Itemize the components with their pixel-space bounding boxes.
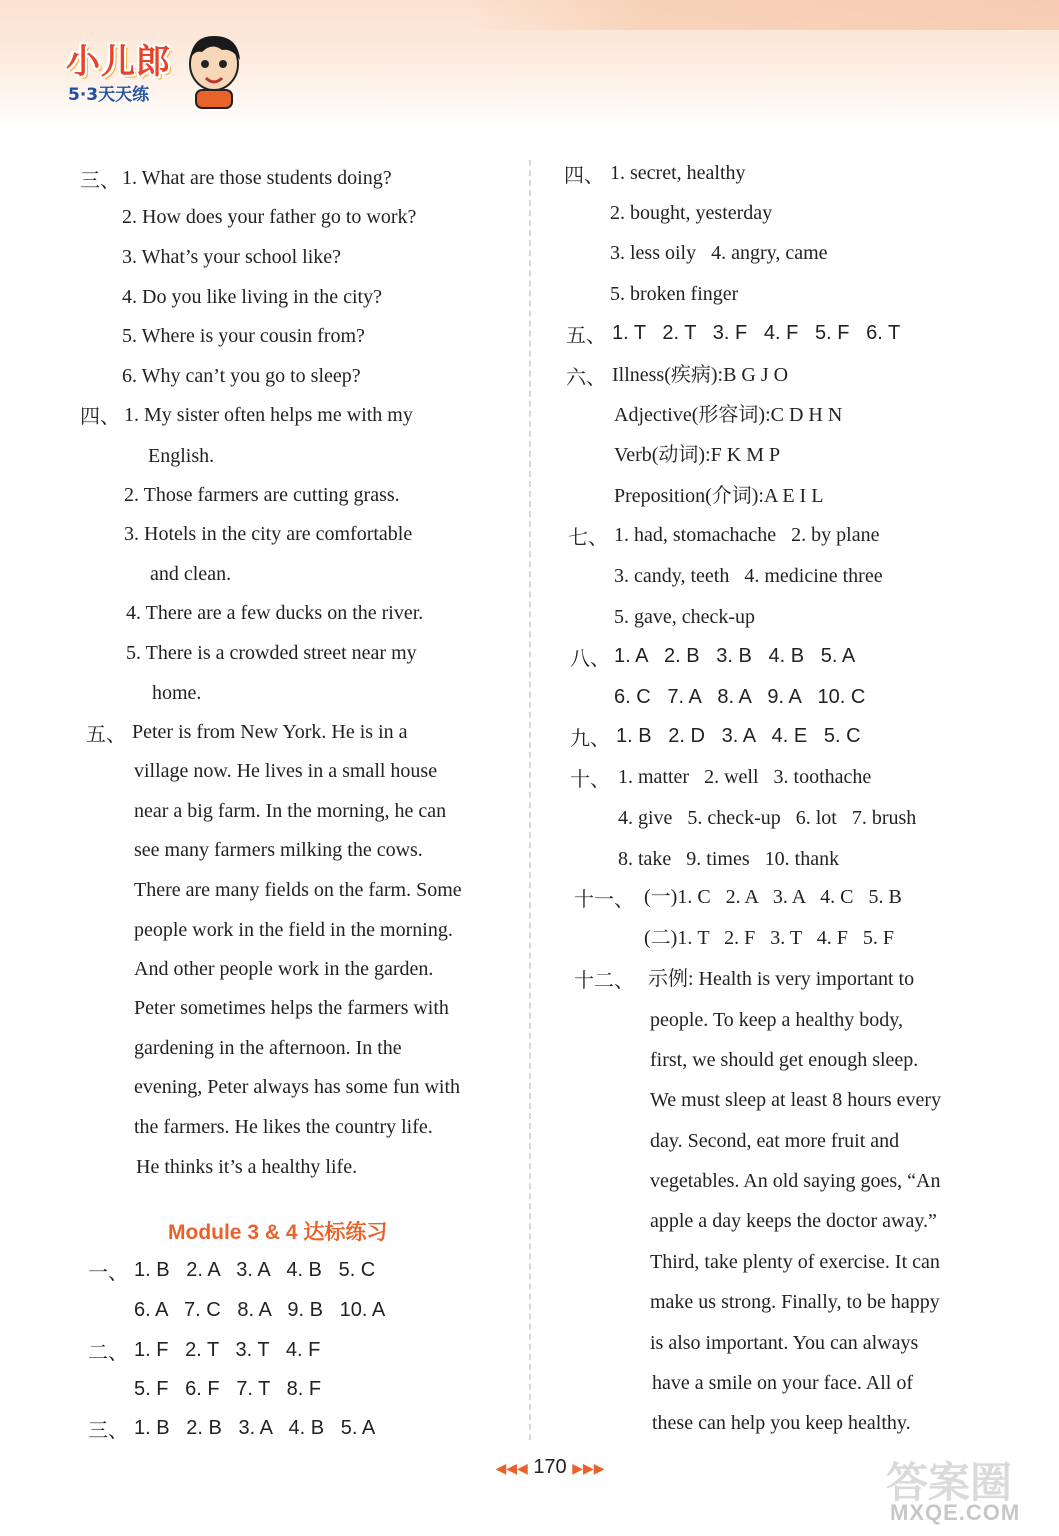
- essay-line: Third, take plenty of exercise. It can: [650, 1251, 940, 1273]
- answer-line: 2. bought, yesterday: [610, 202, 773, 224]
- prev-arrows-icon: ◀◀◀: [495, 1460, 528, 1476]
- column-divider: [529, 160, 531, 1440]
- logo-title: 小儿郎: [66, 42, 171, 82]
- watermark-url: MXQE.COM: [890, 1500, 1021, 1525]
- section-label: 七、: [568, 525, 608, 549]
- answer-line: 1. A 2. B 3. B 4. B 5. A: [614, 645, 856, 667]
- answer-line: 1. B 2. A 3. A 4. B 5. C: [134, 1259, 376, 1281]
- essay-line: is also important. You can always: [650, 1332, 919, 1354]
- answer-line: Illness(疾病):B G J O: [612, 364, 789, 386]
- passage-line: village now. He lives in a small house: [134, 760, 438, 782]
- answer-line: 3. Hotels in the city are comfortable: [124, 523, 413, 545]
- answer-line: 5. broken finger: [610, 283, 739, 305]
- section-label: 十二、: [574, 968, 634, 992]
- section-label: 十、: [570, 767, 610, 791]
- answer-line: 1. F 2. T 3. T 4. F: [134, 1339, 321, 1361]
- answer-line: 5. There is a crowded street near my: [126, 642, 417, 664]
- passage-line: the farmers. He likes the country life.: [134, 1116, 433, 1138]
- essay-line: first, we should get enough sleep.: [650, 1049, 919, 1071]
- passage-line: near a big farm. In the morning, he can: [134, 800, 447, 822]
- answer-line: Adjective(形容词):C D H N: [614, 404, 843, 426]
- essay-line: vegetables. An old saying goes, “An: [650, 1170, 941, 1192]
- answer-line: 3. candy, teeth 4. medicine three: [614, 565, 883, 587]
- essay-line: apple a day keeps the doctor away.”: [650, 1210, 937, 1232]
- answer-line: 3. What’s your school like?: [122, 246, 342, 268]
- answer-line: 3. less oily 4. angry, came: [610, 242, 828, 264]
- answer-line: 1. What are those students doing?: [122, 167, 392, 189]
- essay-line: have a smile on your face. All of: [652, 1372, 914, 1394]
- passage-line: people work in the field in the morning.: [134, 919, 453, 941]
- essay-line: day. Second, eat more fruit and: [650, 1130, 900, 1152]
- answer-line: and clean.: [150, 563, 232, 585]
- passage-line: gardening in the afternoon. In the: [134, 1037, 402, 1059]
- answer-line: 2. Those farmers are cutting grass.: [124, 484, 400, 506]
- section-label: 一、: [88, 1260, 128, 1284]
- section-label: 四、: [80, 404, 120, 428]
- answer-line: 1. secret, healthy: [610, 162, 746, 184]
- answer-line: English.: [148, 445, 215, 467]
- section-label: 五、: [86, 722, 126, 746]
- section-label: 二、: [88, 1340, 128, 1364]
- answer-line: 5. Where is your cousin from?: [122, 325, 365, 347]
- passage-line: Peter is from New York. He is in a: [132, 721, 408, 743]
- answer-line: 1. B 2. D 3. A 4. E 5. C: [616, 725, 861, 747]
- essay-line: people. To keep a healthy body,: [650, 1009, 903, 1031]
- passage-line: Peter sometimes helps the farmers with: [134, 997, 449, 1019]
- passage-line: There are many fields on the farm. Some: [134, 879, 462, 901]
- section-label: 六、: [566, 365, 606, 389]
- section-label: 十一、: [574, 887, 634, 911]
- answer-line: home.: [152, 682, 202, 704]
- answer-line: 1. My sister often helps me with my: [124, 404, 413, 426]
- section-label: 九、: [570, 726, 610, 750]
- page-number-text: 170: [533, 1456, 567, 1478]
- passage-line: He thinks it’s a healthy life.: [136, 1156, 358, 1178]
- answer-line: (一)1. C 2. A 3. A 4. C 5. B: [644, 886, 902, 908]
- header-stripe: [470, 0, 1059, 30]
- answer-line: 4. give 5. check-up 6. lot 7. brush: [618, 807, 917, 829]
- answer-line: 5. F 6. F 7. T 8. F: [134, 1378, 322, 1400]
- answer-line: Preposition(介词):A E I L: [614, 485, 824, 507]
- essay-line: make us strong. Finally, to be happy: [650, 1291, 940, 1313]
- answer-line: (二)1. T 2. F 3. T 4. F 5. F: [644, 927, 895, 949]
- answer-line: 1. had, stomachache 2. by plane: [614, 524, 880, 546]
- logo-subtitle: 5·3天天练: [68, 85, 150, 105]
- answer-line: Verb(动词):F K M P: [614, 444, 781, 466]
- mascot-icon: [182, 30, 246, 110]
- passage-line: see many farmers milking the cows.: [134, 839, 423, 861]
- answer-line: 1. T 2. T 3. F 4. F 5. F 6. T: [612, 322, 901, 344]
- watermark: [880, 1450, 1050, 1530]
- section-label: 五、: [566, 323, 606, 347]
- answer-line: 6. A 7. C 8. A 9. B 10. A: [134, 1299, 386, 1321]
- module-title: Module 3 & 4 达标练习: [168, 1221, 388, 1244]
- brand-logo: [62, 30, 242, 110]
- section-label: 三、: [80, 168, 120, 192]
- page-number: [470, 1456, 630, 1479]
- next-arrows-icon: ▶▶▶: [572, 1460, 605, 1476]
- answer-line: 6. C 7. A 8. A 9. A 10. C: [614, 686, 866, 708]
- passage-line: And other people work in the garden.: [134, 958, 434, 980]
- section-label: 四、: [564, 163, 604, 187]
- essay-line: these can help you keep healthy.: [652, 1412, 911, 1434]
- essay-line: We must sleep at least 8 hours every: [650, 1089, 942, 1111]
- watermark-logo: 答案圈: [886, 1458, 1013, 1507]
- section-label: 三、: [88, 1418, 128, 1442]
- answer-line: 5. gave, check-up: [614, 606, 756, 628]
- section-label: 八、: [570, 646, 610, 670]
- answer-line: 1. matter 2. well 3. toothache: [618, 766, 872, 788]
- answer-line: 1. B 2. B 3. A 4. B 5. A: [134, 1417, 376, 1439]
- answer-line: 4. Do you like living in the city?: [122, 286, 382, 308]
- answer-line: 2. How does your father go to work?: [122, 206, 417, 228]
- passage-line: evening, Peter always has some fun with: [134, 1076, 461, 1098]
- essay-line: 示例: Health is very important to: [648, 968, 915, 990]
- answer-line: 6. Why can’t you go to sleep?: [122, 365, 361, 387]
- answer-line: 4. There are a few ducks on the river.: [126, 602, 424, 624]
- answer-line: 8. take 9. times 10. thank: [618, 848, 840, 870]
